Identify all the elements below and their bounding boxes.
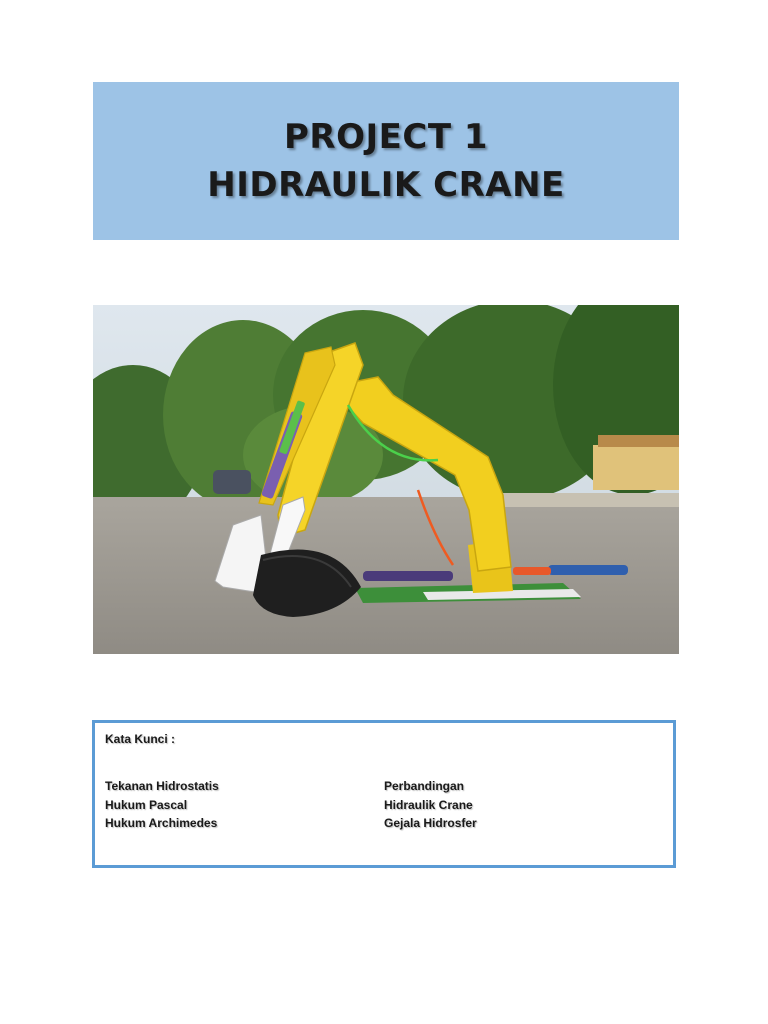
keyword-item: Hidraulik Crane bbox=[384, 797, 473, 812]
keyword-item: Gejala Hidrosfer bbox=[384, 816, 477, 830]
keyword-column-left bbox=[105, 777, 219, 833]
title-line-1: PROJECT 1 bbox=[283, 117, 489, 157]
keyword-item: Hukum Archimedes bbox=[105, 816, 218, 830]
title-banner bbox=[93, 82, 679, 240]
hydraulic-crane-photo bbox=[93, 305, 679, 654]
keyword-column-right bbox=[384, 777, 477, 833]
keyword-heading: Kata Kunci : bbox=[105, 732, 176, 746]
title-line-2: HIDRAULIK CRANE bbox=[207, 165, 565, 205]
keyword-item: Tekanan Hidrostatis bbox=[105, 779, 219, 793]
keyword-item: Perbandingan bbox=[384, 779, 465, 793]
keyword-item: Hukum Pascal bbox=[105, 797, 188, 812]
keyword-box bbox=[92, 720, 676, 868]
